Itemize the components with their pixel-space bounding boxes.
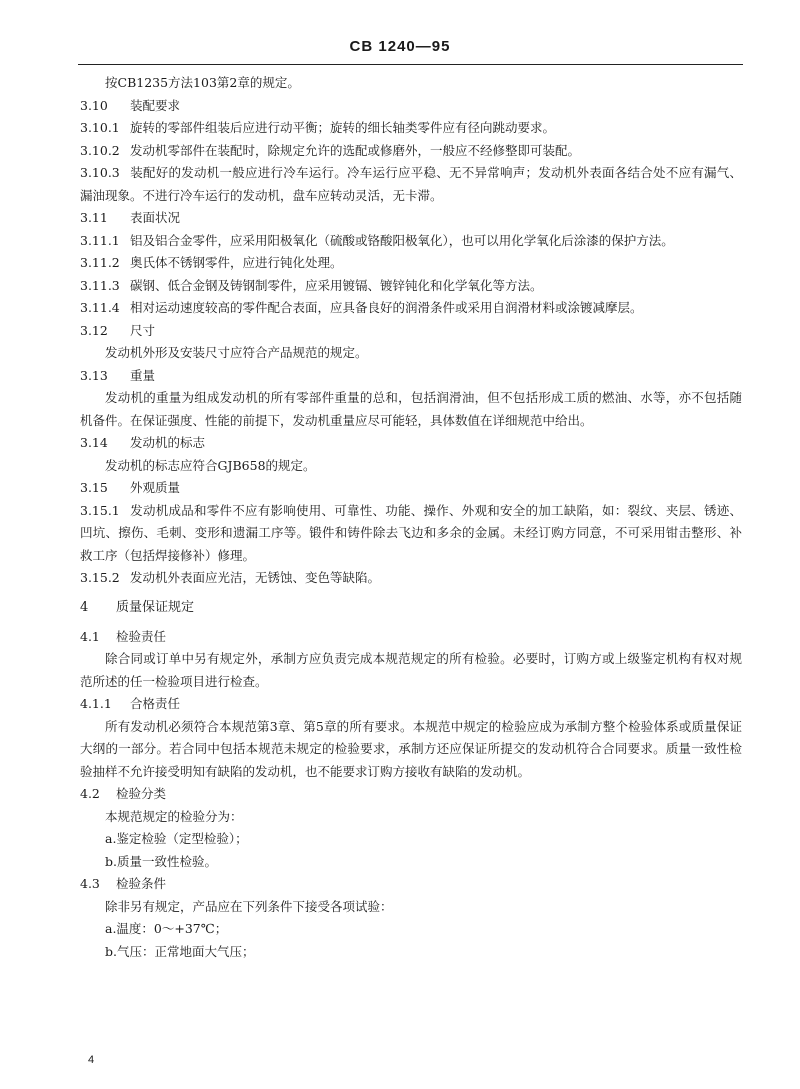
section-title: 合格责任	[130, 696, 181, 711]
section-title: 表面状况	[130, 210, 181, 225]
clause-number: 3.10.3	[80, 165, 120, 180]
list-item: a.温度：0～+37℃；	[105, 921, 228, 936]
document-header: CB 1240—95	[349, 38, 451, 55]
paragraph: 发动机的重量为组成发动机的所有零部件重量的总和，包括润滑油，但不包括形成工质的燃油、水等，亦不包括随机备件。在保证强度、性能的前提下，发动机重量应尽可能轻，具体数值在详细规范中给出。	[80, 390, 742, 428]
section-heading-3-13	[80, 365, 742, 388]
section-title: 重量	[130, 367, 156, 383]
section-heading-3-12	[80, 320, 742, 343]
clause-text: 碳钢、低合金钢及铸钢制零件，应采用镀镉、镀锌钝化和化学氧化等方法。	[130, 277, 543, 293]
clause-3-15-2	[80, 567, 742, 590]
clause-number: 3.10.1	[80, 120, 120, 135]
clause-text: 奥氏体不锈钢零件，应进行钝化处理。	[130, 255, 343, 270]
clause-text: 发动机外表面应光洁，无锈蚀、变色等缺陷。	[130, 570, 381, 585]
list-item: b.气压：正常地面大气压；	[105, 943, 255, 959]
section-heading-4-1-1	[80, 693, 742, 716]
clause-3-10-3	[80, 162, 742, 207]
clause-3-15-1	[80, 500, 742, 568]
clause-text: 发动机零部件在装配时，除规定允许的选配或修磨外，一般应不经修整即可装配。	[130, 142, 581, 158]
clause-number: 3.11.3	[80, 277, 120, 293]
clause-text: 相对运动速度较高的零件配合表面，应具备良好的润滑条件或采用自润滑材料或涂镀减摩层。	[130, 300, 643, 315]
section-heading-3-14	[80, 432, 742, 455]
clause-3-11-4	[80, 297, 742, 320]
page-number: 4	[88, 1054, 95, 1066]
section-title: 装配要求	[130, 97, 181, 113]
section-heading-4-2	[80, 783, 742, 806]
paragraph: 除合同或订单中另有规定外，承制方应负责完成本规范规定的所有检验。必要时，订购方或上级鉴定机构有权对规范所述的任一检验项目进行检查。	[80, 651, 742, 689]
section-heading-4-3	[80, 873, 742, 896]
section-number: 4.1	[80, 628, 100, 644]
clause-3-11-1	[80, 230, 742, 253]
section-number: 4.1.1	[80, 696, 112, 711]
clause-3-11-3	[80, 275, 742, 298]
list-item: a.鉴定检验（定型检验）；	[105, 831, 248, 846]
section-title: 尺寸	[130, 322, 156, 338]
section-heading-3-11	[80, 207, 742, 230]
paragraph: 除非另有规定，产品应在下列条件下接受各项试验：	[105, 898, 393, 914]
clause-text: 装配好的发动机一般应进行冷车运行。冷车运行应平稳、无不异常响声；发动机外表面各结合处不应有漏气、漏油现象。不进行冷车运行的发动机，盘车应转动灵活，无卡滞。	[80, 165, 742, 203]
section-number: 3.15	[80, 480, 108, 495]
paragraph: 发动机外形及安装尺寸应符合产品规范的规定。	[105, 345, 368, 360]
paragraph: 发动机的标志应符合GJB658的规定。	[105, 457, 316, 473]
section-heading-3-15	[80, 477, 742, 500]
section-heading-4-1	[80, 626, 742, 649]
clause-text: 铝及铝合金零件，应采用阳极氧化（硫酸或铬酸阳极氧化），也可以用化学氧化后涂漆的保护方法。	[130, 232, 674, 248]
clause-3-10-1	[80, 117, 742, 140]
clause-number: 3.11.1	[80, 232, 120, 248]
section-title: 检验责任	[116, 628, 167, 644]
section-number: 3.12	[80, 322, 108, 338]
chapter-heading-4	[80, 596, 742, 620]
clause-text: 发动机成品和零件不应有影响使用、可靠性、功能、操作、外观和安全的加工缺陷，如：裂纹、夹层、锈迹、凹坑、擦伤、毛刺、变形和遗漏工序等。锻件和铸件除去飞边和多余的金属。未经订购方同意，不可采用钳击整形、补救工序（包括焊接修补）修理。	[80, 502, 742, 563]
section-title: 发动机的标志	[130, 435, 206, 450]
section-number: 3.11	[80, 210, 108, 225]
clause-3-10-2	[80, 140, 742, 163]
section-number: 4.2	[80, 786, 100, 801]
clause-number: 3.15.2	[80, 570, 120, 585]
chapter-number: 4	[80, 599, 89, 615]
section-number: 3.14	[80, 435, 108, 450]
section-title: 外观质量	[130, 480, 181, 495]
clause-number: 3.11.4	[80, 300, 120, 315]
chapter-title: 质量保证规定	[116, 599, 195, 615]
clause-text: 旋转的零部件组装后应进行动平衡；旋转的细长轴类零件应有径向跳动要求。	[130, 120, 556, 135]
section-number: 3.13	[80, 367, 108, 383]
section-title: 检验分类	[116, 786, 167, 801]
document-body	[80, 72, 742, 963]
clause-number: 3.15.1	[80, 502, 120, 518]
paragraph: 所有发动机必须符合本规范第3章、第5章的所有要求。本规范中规定的检验应成为承制方整个检验体系或质量保证大纲的一部分。若合同中包括本规范未规定的检验要求，承制方还应保证所提交的发动机符合合同要求。质量一致性检验抽样不允许接受明知有缺陷的发动机，也不能要求订购方接收有缺陷的发动机。	[80, 718, 742, 779]
list-item: b.质量一致性检验。	[105, 853, 217, 869]
clause-number: 3.10.2	[80, 142, 120, 158]
paragraph: 本规范规定的检验分为：	[105, 808, 243, 824]
section-number: 4.3	[80, 876, 100, 891]
clause-3-11-2	[80, 252, 742, 275]
header-divider	[78, 64, 743, 65]
section-title: 检验条件	[116, 876, 167, 891]
clause-number: 3.11.2	[80, 255, 120, 270]
paragraph: 按CB1235方法103第2章的规定。	[105, 75, 300, 90]
section-heading-3-10	[80, 95, 742, 118]
section-number: 3.10	[80, 97, 108, 113]
